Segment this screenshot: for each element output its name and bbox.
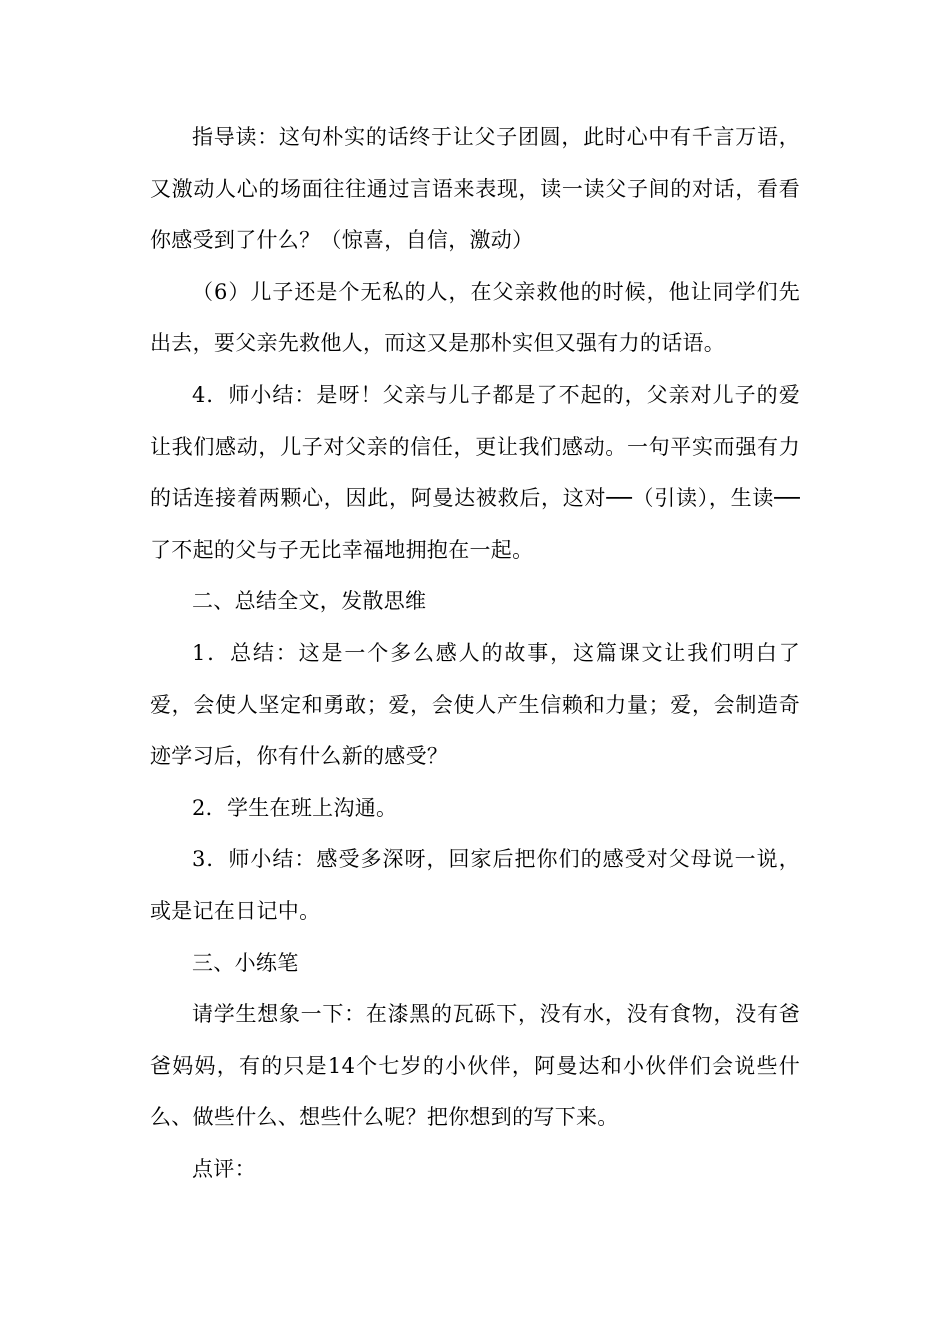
document-body [150, 112, 800, 1195]
paragraph-comment: 点评： [192, 1156, 256, 1181]
paragraph-summary-3: 3．师小结：感受多深呀，回家后把你们的感受对父母说一说，或是记在日记中。 [150, 847, 800, 923]
paragraph-selfless-son: （6）儿子还是个无私的人，在父亲救他的时候，他让同学们先出去，要父亲先救他人，而这又是那朴实但又强有力的话语。 [150, 279, 800, 356]
section-heading-summary: 二、总结全文，发散思维 [192, 589, 427, 614]
paragraph-summary-1: 1．总结：这是一个多么感人的故事，这篇课文让我们明白了爱，会使人坚定和勇敢；爱，会使人产生信赖和力量；爱，会制造奇迹学习后，你有什么新的感受？ [150, 640, 800, 769]
paragraph-summary-2: 2．学生在班上沟通。 [192, 795, 398, 820]
section-heading-writing: 三、小练笔 [192, 950, 299, 975]
paragraph-guided-reading: 指导读：这句朴实的话终于让父子团圆，此时心中有千言万语，又激动人心的场面往往通过言语来表现，读一读父子间的对话，看看你感受到了什么？（惊喜，自信，激动） [150, 125, 800, 253]
paragraph-writing-prompt: 请学生想象一下：在漆黑的瓦砾下，没有水，没有食物，没有爸爸妈妈，有的只是14个七岁的小伙伴，阿曼达和小伙伴们会说些什么、做些什么、想些什么呢？把你想到的写下来。 [150, 1002, 800, 1130]
paragraph-teacher-summary-4: 4．师小结：是呀！父亲与儿子都是了不起的，父亲对儿子的爱让我们感动，儿子对父亲的信任，更让我们感动。一句平实而强有力的话连接着两颗心，因此，阿曼达被救后，这对──（引读），生读──了不起的父与子无比幸福地拥抱在一起。 [150, 382, 800, 562]
